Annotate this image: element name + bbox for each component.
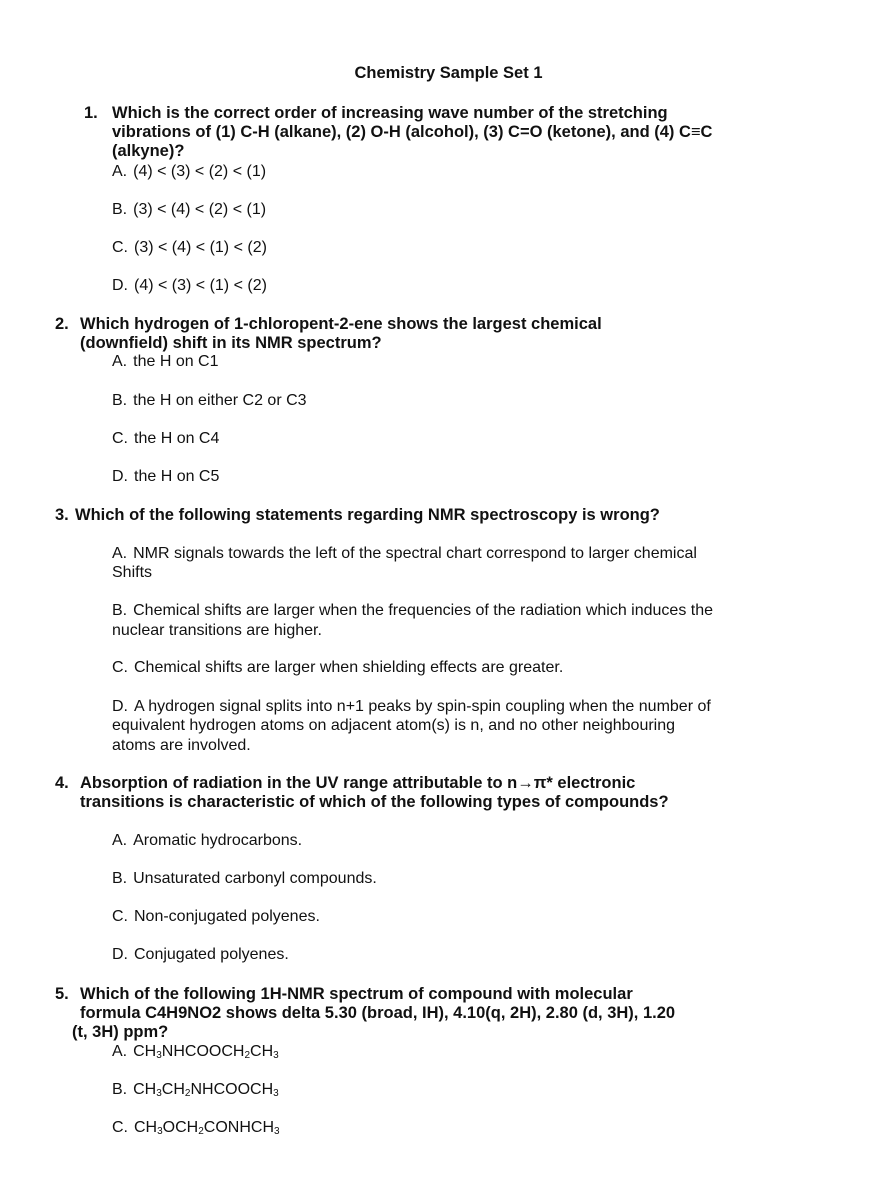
option-text: $CH_3OCH_2CONHCH_3$ (134, 1119, 280, 1137)
answer-option (112, 1042, 279, 1061)
question-text-line: (t, 3H) ppm? (72, 1023, 169, 1041)
question-number: 4. (55, 774, 69, 792)
answer-option (112, 831, 302, 850)
option-text-continued: Shifts (112, 564, 153, 581)
question-text-line: transitions is characteristic of which of the following types of compounds? (80, 793, 669, 811)
answer-option (112, 352, 219, 371)
option-label: C. (112, 1119, 128, 1136)
option-label: C. (112, 908, 128, 925)
option-text: Conjugated polyenes. (134, 946, 289, 963)
option-text: the H on C1 (133, 353, 219, 370)
answer-option (112, 467, 219, 486)
option-label: A. (112, 832, 128, 849)
option-text: NMR signals towards the left of the spectral chart correspond to larger chemical (133, 545, 697, 562)
option-label: B. (112, 602, 128, 619)
answer-option (112, 907, 320, 926)
question-number: 5. (55, 985, 69, 1003)
option-text: (4) < (3) < (1) < (2) (134, 277, 267, 294)
option-text-continued: atoms are involved. (112, 737, 251, 754)
option-label: B. (112, 392, 128, 409)
option-text: (3) < (4) < (2) < (1) (133, 201, 267, 218)
option-text: Chemical shifts are larger when shielding effects are greater. (134, 659, 564, 676)
answer-option (112, 391, 307, 410)
option-text-continued: equivalent hydrogen atoms on adjacent atom(s) is n, and no other neighbouring (112, 717, 676, 734)
question-number: 2. (55, 315, 69, 333)
option-text: the H on C5 (134, 468, 220, 485)
question-2 (55, 315, 602, 334)
answer-option (112, 1080, 279, 1099)
question-number: 3. (55, 506, 69, 524)
option-label: D. (112, 468, 128, 485)
option-text: the H on either C2 or C3 (133, 392, 307, 409)
answer-option (112, 1118, 280, 1137)
option-label: C. (112, 430, 128, 447)
question-text-line: (alkyne)? (112, 142, 185, 160)
option-text: Non-conjugated polyenes. (134, 908, 320, 925)
answer-option (112, 429, 219, 448)
option-text: the H on C4 (134, 430, 220, 447)
answer-option (112, 601, 713, 620)
option-label: A. (112, 1043, 128, 1060)
option-text-continued: nuclear transitions are higher. (112, 622, 322, 639)
option-text: Chemical shifts are larger when the frequencies of the radiation which induces the (133, 602, 713, 619)
question-5 (55, 985, 633, 1004)
option-label: B. (112, 1081, 128, 1098)
option-text: $CH_3NHCOOCH_2CH_3$ (133, 1043, 279, 1061)
question-number: 1. (84, 104, 98, 122)
option-label: D. (112, 277, 128, 294)
question-text-line: Which is the correct order of increasing wave number of the stretching (112, 104, 668, 122)
option-text: (4) < (3) < (2) < (1) (133, 163, 267, 180)
option-label: A. (112, 163, 128, 180)
page-title: Chemistry Sample Set 1 (354, 64, 543, 82)
option-text: (3) < (4) < (1) < (2) (134, 239, 267, 256)
option-text: A hydrogen signal splits into n+1 peaks by spin-spin coupling when the number of (134, 698, 711, 715)
question-4 (55, 774, 635, 793)
option-text: Unsaturated carbonyl compounds. (133, 870, 377, 887)
answer-option (112, 162, 266, 181)
option-label: D. (112, 946, 128, 963)
option-label: A. (112, 545, 128, 562)
answer-option (112, 276, 267, 295)
option-text: $CH_3CH_2NHCOOCH_3$ (133, 1081, 279, 1099)
question-text-line: Which of the following 1H-NMR spectrum of compound with molecular (80, 985, 633, 1003)
question-1 (84, 104, 668, 123)
question-text-line: Which hydrogen of 1-chloropent-2-ene shows the largest chemical (80, 315, 602, 333)
option-text: Aromatic hydrocarbons. (133, 832, 303, 849)
option-label: B. (112, 201, 128, 218)
answer-option (112, 945, 289, 964)
question-text-line: Which of the following statements regarding NMR spectroscopy is wrong? (75, 506, 660, 524)
option-label: C. (112, 659, 128, 676)
answer-option (112, 697, 711, 716)
answer-option (112, 869, 377, 888)
question-3 (55, 506, 660, 525)
question-text-line: (downfield) shift in its NMR spectrum? (80, 334, 382, 352)
option-label: A. (112, 353, 128, 370)
question-text-line: vibrations of (1) C-H (alkane), (2) O-H (alcohol), (3) C=O (ketone), and (4) C≡C (112, 123, 713, 141)
answer-option (112, 658, 563, 677)
answer-option (112, 200, 266, 219)
answer-option (112, 238, 267, 257)
question-text-line: Absorption of radiation in the UV range attributable to n→π* electronic (80, 774, 636, 792)
question-text-line: formula C4H9NO2 shows delta 5.30 (broad, IH), 4.10(q, 2H), 2.80 (d, 3H), 1.20 (80, 1004, 676, 1022)
option-label: D. (112, 698, 128, 715)
option-label: C. (112, 239, 128, 256)
option-label: B. (112, 870, 128, 887)
answer-option (112, 544, 697, 563)
